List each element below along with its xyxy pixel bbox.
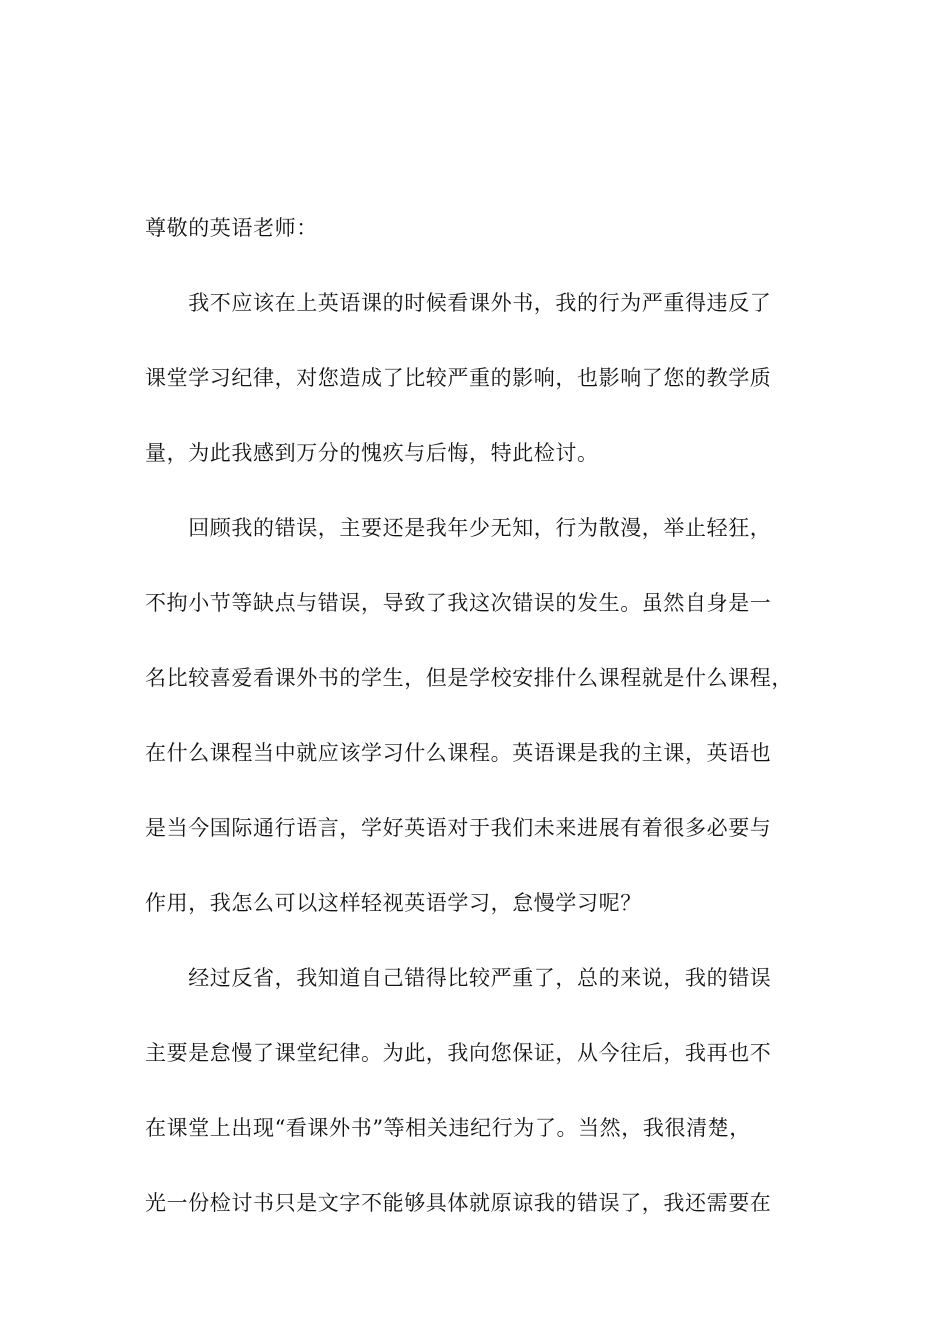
body-line: 经过反省，我知道自己错得比较严重了，总的来说，我的错误 [145,966,772,990]
body-line: 光一份检讨书只是文字不能够具体就原谅我的错误了，我还需要在 [145,1191,772,1215]
body-line: 不拘小节等缺点与错误，导致了我这次错误的发生。虽然自身是一 [145,591,772,615]
body-line: 是当今国际通行语言，学好英语对于我们未来进展有着很多必要与 [145,816,772,840]
body-line: 课堂学习纪律，对您造成了比较严重的影响，也影响了您的教学质 [145,366,772,390]
body-line: 在课堂上出现“看课外书”等相关违纪行为了。当然，我很清楚， [145,1116,751,1140]
body-line: 主要是怠慢了课堂纪律。为此，我向您保证，从今往后，我再也不 [145,1041,772,1065]
salutation-line: 尊敬的英语老师： [145,216,318,240]
body-line: 我不应该在上英语课的时候看课外书，我的行为严重得违反了 [145,291,772,315]
body-line: 作用，我怎么可以这样轻视英语学习，怠慢学习呢？ [145,891,642,915]
body-line: 名比较喜爱看课外书的学生，但是学校安排什么课程就是什么课程， [145,666,793,690]
body-line: 量，为此我感到万分的愧疚与后悔，特此检讨。 [145,441,599,465]
body-line: 回顾我的错误，主要还是我年少无知，行为散漫，举止轻狂， [145,516,772,540]
body-line: 在什么课程当中就应该学习什么课程。英语课是我的主课，英语也 [145,741,772,765]
